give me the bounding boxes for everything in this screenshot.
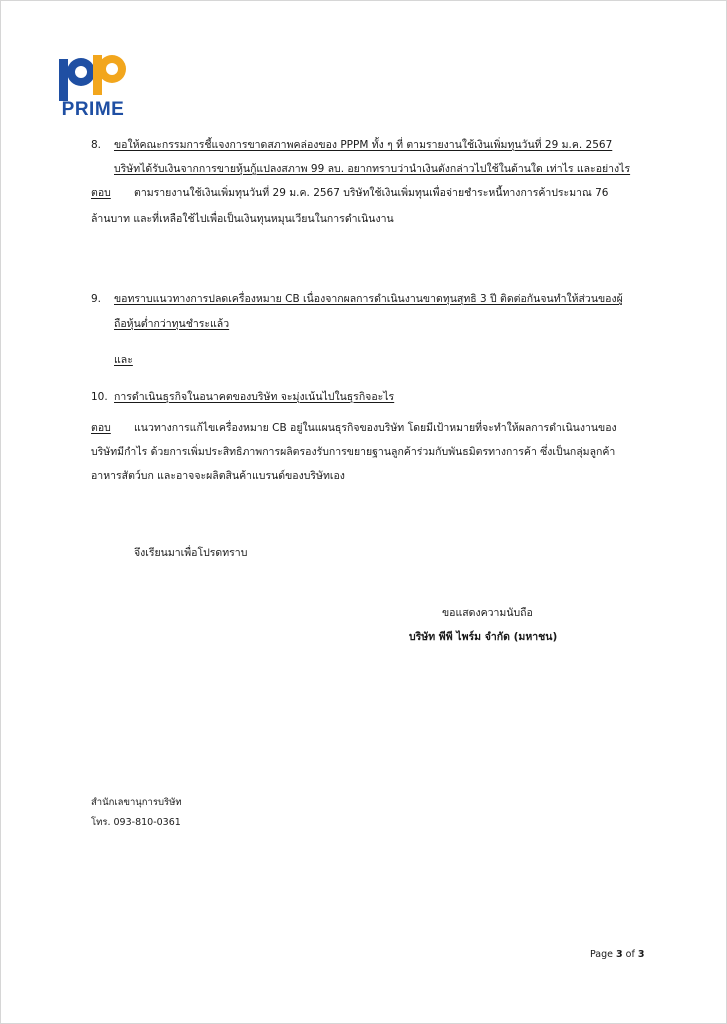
- page-total: 3: [637, 949, 645, 960]
- page-current: 3: [616, 949, 623, 960]
- page-number: [590, 948, 644, 962]
- item-10-question-line-1: การดำเนินธุรกิจในอนาคตของบริษัท จะมุ่งเน้นไปในธุรกิจอะไร: [114, 391, 395, 403]
- item-10-number: 10.: [91, 391, 108, 403]
- page-prefix: Page: [590, 949, 617, 960]
- closing-respect: ขอแสดงความนับถือ: [442, 607, 533, 619]
- pp-logo-mark: [57, 53, 129, 101]
- item-10-answer-line-1: แนวทางการแก้ไขเครื่องหมาย CB อยู่ในแผนธุรกิจของบริษัท โดยมีเป้าหมายที่จะทำให้ผลการดำเนินงานของ: [134, 422, 617, 434]
- footer-office: สำนักเลขานุการบริษัท: [91, 797, 182, 808]
- and-text: และ: [114, 354, 133, 366]
- closing-inform: จึงเรียนมาเพื่อโปรดทราบ: [134, 547, 248, 559]
- item-9-question-line-1: ขอทราบแนวทางการปลดเครื่องหมาย CB เนื่องจากผลการดำเนินงานขาดทุนสุทธิ 3 ปี ติดต่อกันจนทำให้ส่วนของผู้: [114, 293, 623, 305]
- item-8-question-line-1: ขอให้คณะกรรมการชี้แจงการขาดสภาพคล่องของ PPPM ทั้ง ๆ ที่ ตามรายงานใช้เงินเพิ่มทุนวันที่ 29 ม.ค. 2567: [114, 139, 613, 151]
- item-8-answer-line-1: ตามรายงานใช้เงินเพิ่มทุนวันที่ 29 ม.ค. 2567 บริษัทใช้เงินเพิ่มทุนเพื่อจ่ายชำระหนี้ทางการค้าประมาณ 76: [134, 187, 609, 199]
- item-8-answer-label: ตอบ: [91, 187, 111, 199]
- item-8-question-line-2: บริษัทได้รับเงินจากการขายหุ้นกู้แปลงสภาพ 99 ลบ. อยากทราบว่านำเงินดังกล่าวไปใช้ในด้านใด เท่าไร และอย่างไร: [114, 163, 631, 175]
- page-mid: of: [622, 949, 638, 960]
- item-8-answer-line-2: ล้านบาท และที่เหลือใช้ไปเพื่อเป็นเงินทุนหมุนเวียนในการดำเนินงาน: [91, 213, 394, 225]
- item-8-number: 8.: [91, 139, 102, 151]
- footer-phone: โทร. 093-810-0361: [91, 817, 181, 828]
- item-9-number: 9.: [91, 293, 102, 305]
- signature-company: บริษัท พีพี ไพร์ม จำกัด (มหาชน): [409, 631, 558, 643]
- item-10-answer-label: ตอบ: [91, 422, 111, 434]
- item-9-question-line-2: ถือหุ้นต่ำกว่าทุนชำระแล้ว: [114, 318, 230, 330]
- company-logo: [57, 53, 129, 123]
- item-10-answer-line-3: อาหารสัตว์บก และอาจจะผลิตสินค้าแบรนด์ของบริษัทเอง: [91, 470, 345, 482]
- item-10-answer-line-2: บริษัทมีกำไร ด้วยการเพิ่มประสิทธิภาพการผลิตรองรับการขยายฐานลูกค้าร่วมกับพันธมิตรทางการค้า ซึ่งเป็นกลุ่มลูกค้า: [91, 446, 616, 458]
- logo-text: PRIME: [61, 99, 125, 120]
